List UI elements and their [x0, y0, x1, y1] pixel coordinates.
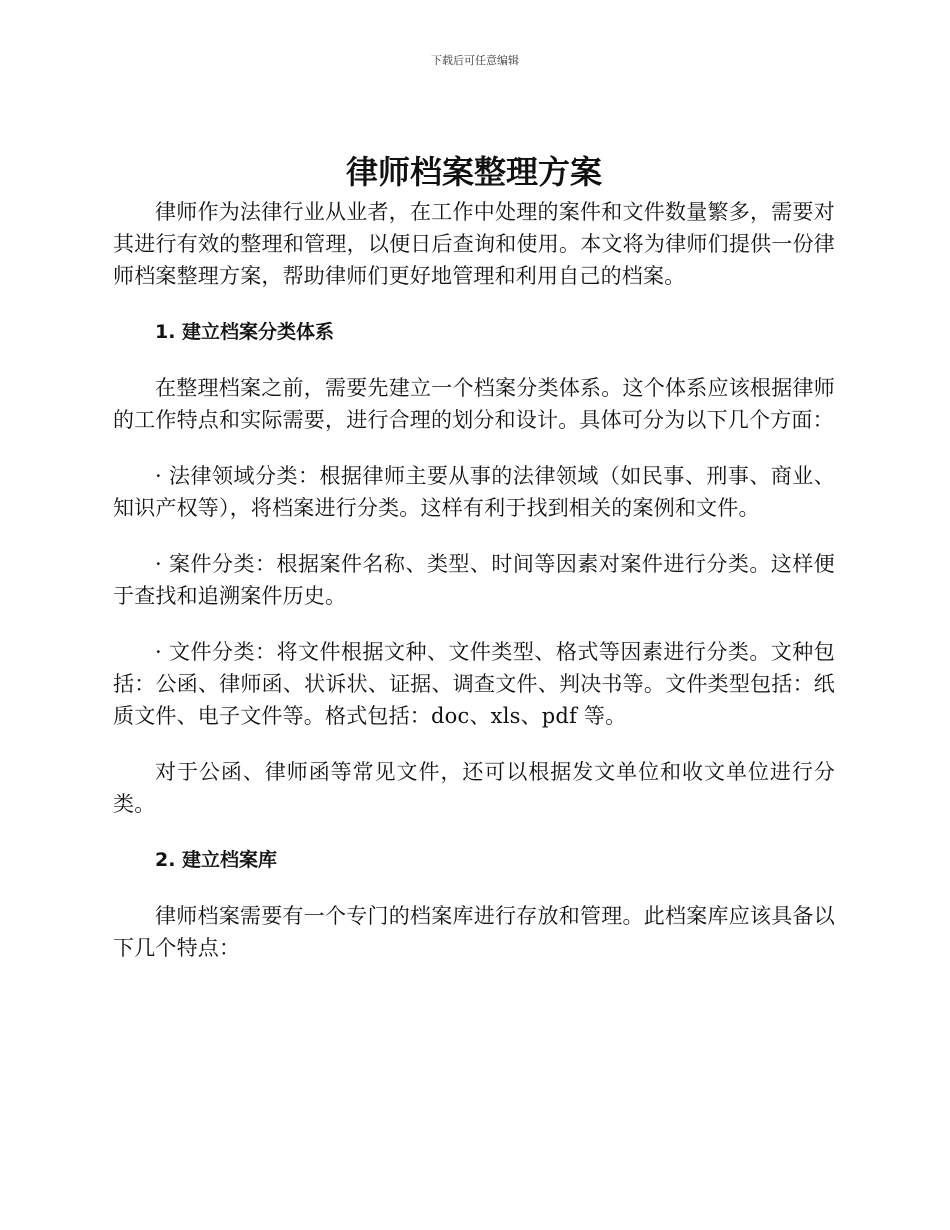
section2-paragraph: 律师档案需要有一个专门的档案库进行存放和管理。此档案库应该具备以下几个特点： — [113, 904, 835, 960]
bullet-legal-field: · 法律领域分类：根据律师主要从事的法律领域（如民事、刑事、商业、知识产权等），将档案进行分类。这样有利于找到相关的案例和文件。 — [113, 464, 835, 520]
document-body — [113, 150, 835, 964]
section-heading-2: 2. 建立档案库 — [155, 849, 278, 871]
document-title: 律师档案整理方案 — [345, 153, 602, 191]
section1-note-paragraph: 对于公函、律师函等常见文件，还可以根据发文单位和收文单位进行分类。 — [113, 760, 835, 816]
page-header: 下载后可任意编辑 — [431, 54, 519, 67]
intro-paragraph: 律师作为法律行业从业者，在工作中处理的案件和文件数量繁多，需要对其进行有效的整理和管理，以便日后查询和使用。本文将为律师们提供一份律师档案整理方案，帮助律师们更好地管理和利用自己的档案。 — [113, 200, 835, 288]
bullet-file-category: · 文件分类：将文件根据文种、文件类型、格式等因素进行分类。文种包括：公函、律师函、状诉状、证据、调查文件、判决书等。文件类型包括：纸质文件、电子文件等。格式包括：doc、xls、pdf 等。 — [113, 640, 835, 728]
bullet-case-category: · 案件分类：根据案件名称、类型、时间等因素对案件进行分类。这样便于查找和追溯案件历史。 — [113, 552, 835, 608]
section-heading-1: 1. 建立档案分类体系 — [155, 321, 335, 343]
section1-paragraph: 在整理档案之前，需要先建立一个档案分类体系。这个体系应该根据律师的工作特点和实际需要，进行合理的划分和设计。具体可分为以下几个方面： — [113, 376, 835, 432]
